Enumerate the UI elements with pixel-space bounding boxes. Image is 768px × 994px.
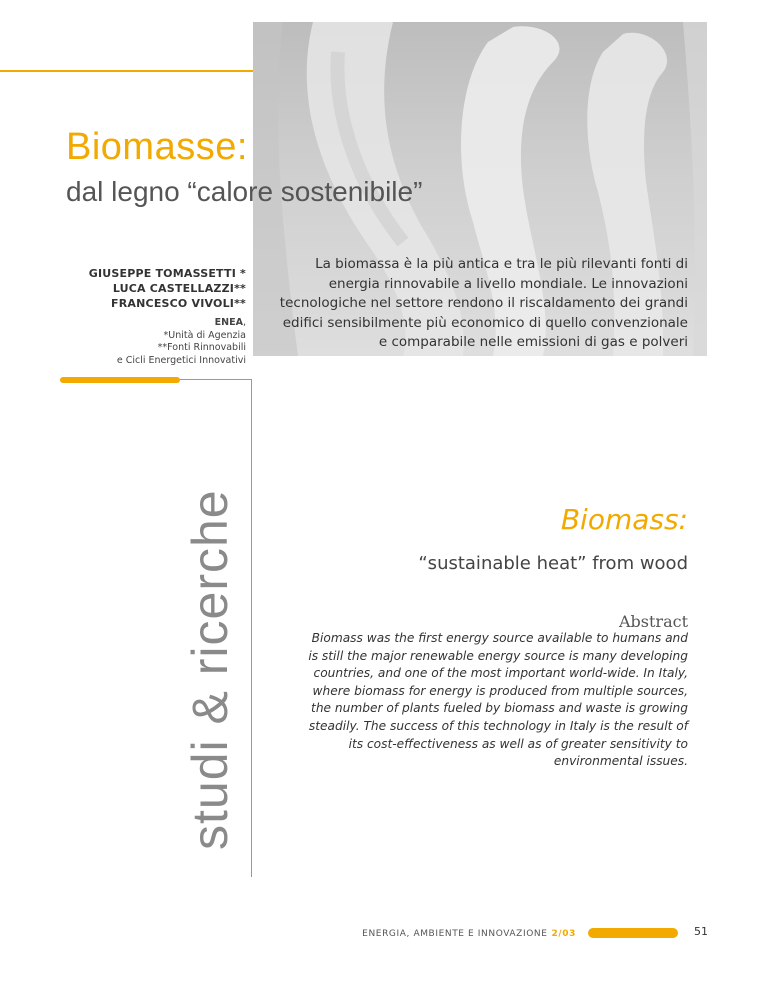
article-title: Biomasse: — [66, 126, 248, 168]
affiliation-comma: , — [242, 317, 246, 328]
section-rule-horizontal — [180, 379, 251, 380]
top-accent-rule — [0, 70, 253, 72]
affiliation-line: **Fonti Rinnovabili — [157, 342, 246, 353]
section-rule-vertical — [251, 379, 252, 877]
page-number: 51 — [694, 925, 708, 938]
footer-accent-bar — [588, 928, 678, 938]
lead-paragraph: La biomassa è la più antica e tra le più rilevanti fonti di energia rinnovabile a livello mondiale. Le innovazioni tecnologiche nel settore rendono il riscaldamento dei grandi edifici sensibilmente più economico di quello convenzionale e comparabile nelle emissioni di gas e polveri — [279, 256, 688, 350]
footer-journal — [362, 929, 576, 939]
author-name: GIUSEPPE TOMASSETTI * — [88, 267, 246, 280]
author-name: LUCA CASTELLAZZI** — [112, 282, 246, 295]
journal-issue: 2/03 — [551, 929, 576, 939]
abstract-text: Biomass was the first energy source available to humans and is still the major renewable energy source is many developing countries, and one of the most important world-wide. In Italy, where biomass for energy is produced from multiple sources, the number of plants fueled by biomass and waste is growing steadily. The success of this technology in Italy is the result of its cost-effectiveness as well as of greater sensitivity to environmental issues. — [308, 631, 688, 769]
abstract-heading: Abstract — [618, 612, 688, 631]
author-block — [26, 266, 246, 367]
affiliation — [26, 317, 246, 367]
english-subtitle: “sustainable heat” from wood — [418, 553, 688, 574]
article-subtitle: dal legno “calore sostenibile” — [66, 176, 423, 207]
english-title: Biomass: — [560, 503, 688, 536]
affiliation-line: *Unità di Agenzia — [163, 329, 246, 341]
section-label: studi & ricerche — [182, 489, 238, 850]
affiliation-org: ENEA — [214, 317, 243, 328]
journal-name: ENERGIA, AMBIENTE E INNOVAZIONE — [362, 929, 548, 939]
affiliation-line: e Cicli Energetici Innovativi — [116, 354, 246, 366]
author-name: FRANCESCO VIVOLI** — [111, 297, 246, 310]
section-accent-bar — [60, 377, 180, 383]
